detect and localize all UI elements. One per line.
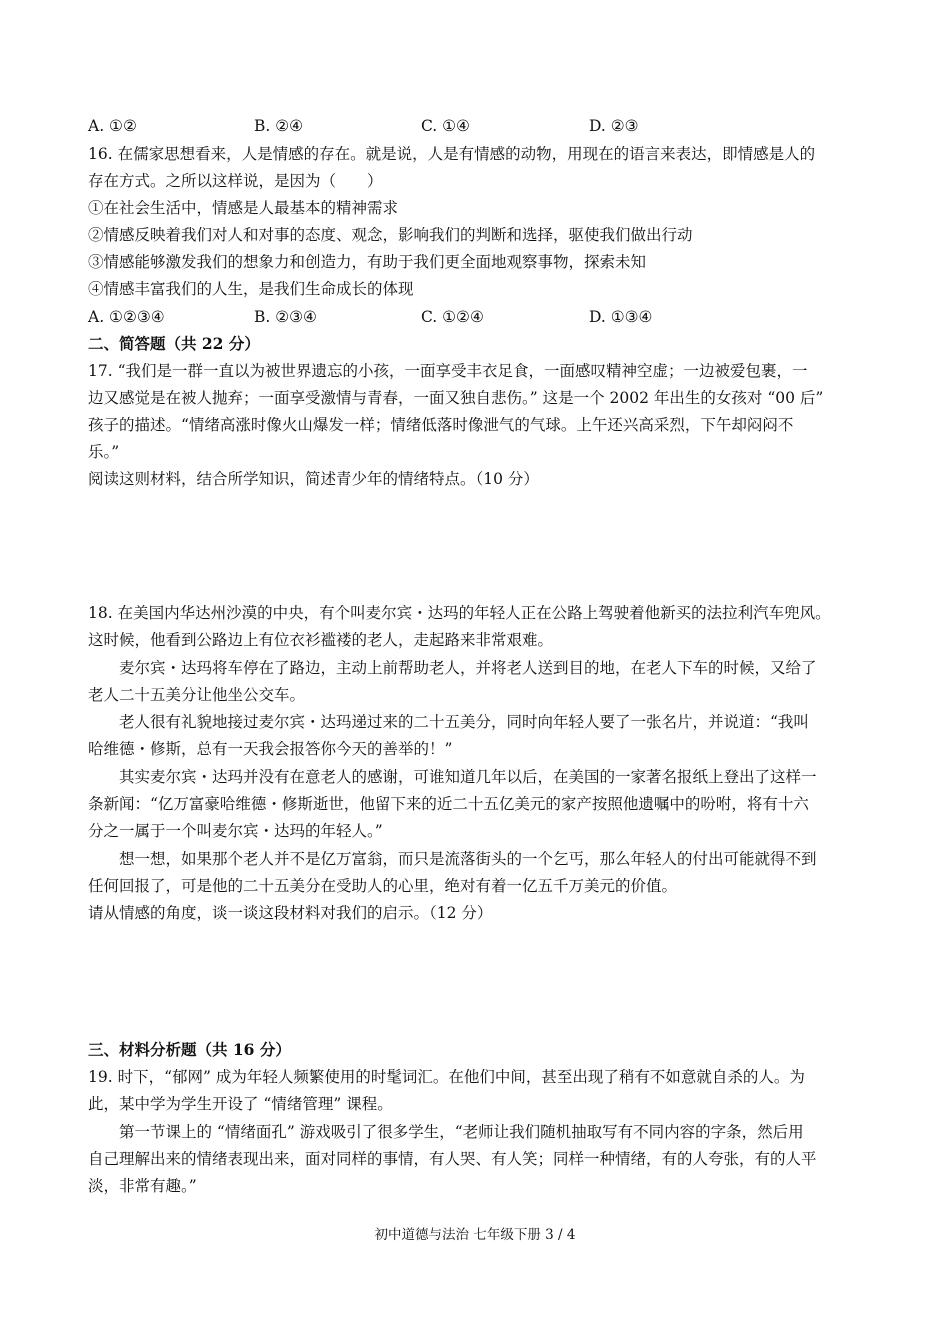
q16-option-c: C. ①②④ — [421, 308, 484, 326]
q19-p2-line-3: 淡，非常有趣。” — [88, 1177, 197, 1195]
q19-p1-line-2: 此，某中学为学生开设了 “情绪管理” 课程。 — [88, 1095, 393, 1113]
q18-p2-line-2: 老人二十五美分让他坐公交车。 — [88, 686, 306, 704]
q18-p1-line-1: 18. 在美国内华达州沙漠的中央，有个叫麦尔宾・达玛的年轻人正在公路上驾驶着他新买的法拉利汽车兜风。 — [88, 604, 831, 622]
q18-question: 请从情感的角度，谈一谈这段材料对我们的启示。（12 分） — [88, 904, 493, 922]
q17-line-3: 孩子的描述。“情绪高涨时像火山爆发一样；情绪低落时像泄气的气球。上午还兴高采烈，下午却闷闷不 — [88, 416, 794, 434]
q15-option-c: C. ①④ — [421, 117, 470, 135]
q18-p5-line-1: 想一想，如果那个老人并不是亿万富翁，而只是流落街头的一个乞丐，那么年轻人的付出可能就得不到 — [119, 850, 817, 868]
q18-p3-line-2: 哈维德・修斯，总有一天我会报答你今天的善举的！” — [88, 740, 453, 758]
q16-item-1: ①在社会生活中，情感是人最基本的精神需求 — [88, 199, 399, 217]
q17-line-2: 边又感觉是在被人抛弃；一面享受激情与青春，一面又独自悲伤。” 这是一个 2002 年出生的女孩对 “00 后” — [88, 389, 824, 407]
q18-p2-line-1: 麦尔宾・达玛将车停在了路边，主动上前帮助老人，并将老人送到目的地，在老人下车的时候，又给了 — [119, 659, 817, 677]
section-2-title: 二、简答题（共 22 分） — [88, 334, 260, 353]
q17-line-4: 乐。” — [88, 443, 120, 461]
q15-option-a: A. ①② — [88, 117, 137, 135]
q15-option-d: D. ②③ — [589, 117, 639, 135]
q16-item-4: ④情感丰富我们的人生，是我们生命成长的体现 — [88, 280, 414, 298]
q18-p1-line-2: 这时候，他看到公路边上有位衣衫褴褛的老人，走起路来非常艰难。 — [88, 631, 554, 649]
q19-p1-line-1: 19. 时下，“郁网” 成为年轻人频繁使用的时髦词汇。在他们中间，甚至出现了稍有不如意就自杀的人。为 — [88, 1068, 805, 1086]
q18-p5-line-2: 任何回报了，可是他的二十五美分在受助人的心里，绝对有着一亿五千万美元的价值。 — [88, 877, 678, 895]
q17-question: 阅读这则材料，结合所学知识，简述青少年的情绪特点。（10 分） — [88, 470, 539, 488]
q16-stem-line-1: 16. 在儒家思想看来，人是情感的存在。就是说，人是有情感的动物，用现在的语言来表达，即情感是人的 — [88, 145, 816, 163]
page-footer: 初中道德与法治 七年级下册 3 / 4 — [374, 1227, 576, 1243]
q16-option-b: B. ②③④ — [254, 308, 317, 326]
q16-option-d: D. ①③④ — [589, 308, 653, 326]
q18-p4-line-2: 条新闻：“亿万富豪哈维德・修斯逝世，他留下来的近二十五亿美元的家产按照他遗嘱中的吩咐，将有十六 — [88, 795, 809, 813]
q16-item-3: ③情感能够激发我们的想象力和创造力，有助于我们更全面地观察事物，探索未知 — [88, 253, 647, 271]
q16-stem-line-2: 存在方式。之所以这样说，是因为（ ） — [88, 172, 383, 190]
q18-p4-line-3: 分之一属于一个叫麦尔宾・达玛的年轻人。” — [88, 822, 383, 840]
q16-item-2: ②情感反映着我们对人和对事的态度、观念，影响我们的判断和选择，驱使我们做出行动 — [88, 226, 693, 244]
q17-line-1: 17. “我们是一群一直以为被世界遗忘的小孩，一面享受丰衣足食，一面感叹精神空虚；一边被爱包裹，一 — [88, 362, 808, 380]
section-3-title: 三、材料分析题（共 16 分） — [88, 1040, 291, 1059]
q18-p3-line-1: 老人很有礼貌地接过麦尔宾・达玛递过来的二十五美分，同时向年轻人要了一张名片，并说道：“我叫 — [119, 713, 809, 731]
q18-p4-line-1: 其实麦尔宾・达玛并没有在意老人的感谢，可谁知道几年以后，在美国的一家著名报纸上登出了这样一 — [119, 768, 817, 786]
q19-p2-line-2: 自己理解出来的情绪表现出来，面对同样的事情，有人哭、有人笑；同样一种情绪，有的人夸张，有的人平 — [88, 1150, 817, 1168]
q15-option-b: B. ②④ — [254, 117, 304, 135]
q16-option-a: A. ①②③④ — [88, 308, 165, 326]
q19-p2-line-1: 第一节课上的 “情绪面孔” 游戏吸引了很多学生，“老师让我们随机抽取写有不同内容的字条，然后用 — [119, 1123, 804, 1141]
